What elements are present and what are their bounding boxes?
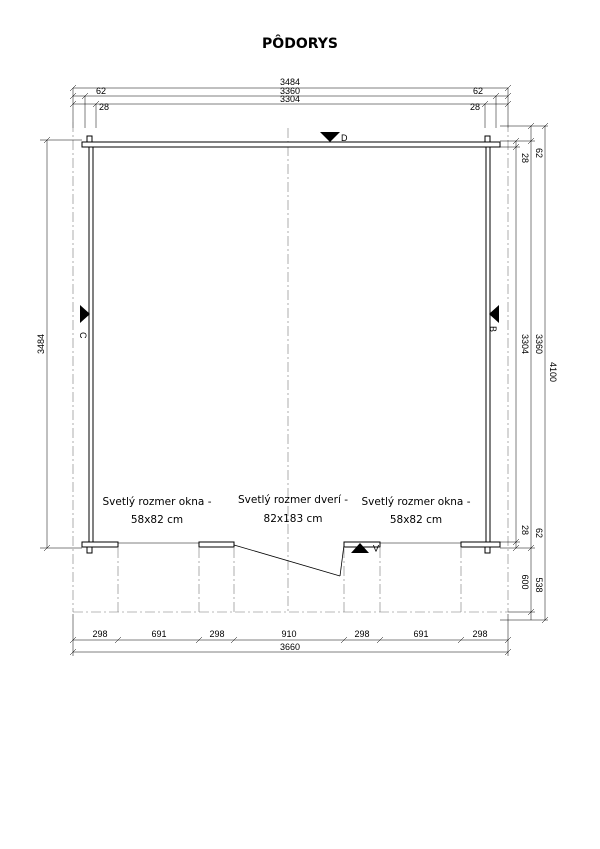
dim-bottom-segment: 910 <box>281 629 297 639</box>
page-title: PÔDORYS <box>262 36 338 52</box>
section-marker-c <box>78 305 90 339</box>
window-right-label: Svetlý rozmer okna - <box>361 496 471 508</box>
dim-top-inner: 3304 <box>279 94 301 104</box>
dim-bottom-segment: 691 <box>413 629 429 639</box>
door-swing <box>234 545 344 576</box>
dim-right-top-28: 28 <box>520 152 530 164</box>
dim-terrace-600: 600 <box>520 574 530 590</box>
dim-bottom-total: 3660 <box>279 642 301 652</box>
window-left-size: 58x82 cm <box>130 514 184 526</box>
dim-bottom-segment: 298 <box>354 629 370 639</box>
dim-terrace-538: 538 <box>534 577 544 593</box>
dim-right-bottom-62: 62 <box>534 527 544 539</box>
wall-left <box>89 147 93 543</box>
wall-right <box>486 147 490 543</box>
wall-top <box>82 142 500 147</box>
dim-bottom-segment: 298 <box>472 629 488 639</box>
svg-text:B: B <box>488 326 498 333</box>
window-left-label: Svetlý rozmer okna - <box>102 496 212 508</box>
dim-bottom-segment: 298 <box>209 629 225 639</box>
dim-right-bottom-28: 28 <box>520 524 530 536</box>
svg-text:C: C <box>78 332 88 339</box>
dim-bottom-segment: 298 <box>92 629 108 639</box>
dim-right-inner: 3304 <box>520 333 530 355</box>
door-size: 82x183 cm <box>263 513 323 525</box>
window-right-size: 58x82 cm <box>389 514 443 526</box>
right-dimension-lines <box>500 123 548 623</box>
dim-top-left-wall: 28 <box>98 102 110 112</box>
dim-top-mid: 3360 <box>279 86 301 96</box>
dim-top-total: 3484 <box>279 77 301 87</box>
dim-right-total: 4100 <box>548 361 558 383</box>
dim-top-right-wall: 28 <box>469 102 481 112</box>
dim-left-height: 3484 <box>36 333 46 355</box>
door-label: Svetlý rozmer dverí - <box>238 494 348 506</box>
dim-top-right-offset: 62 <box>472 86 484 96</box>
left-dimension-line <box>40 137 82 551</box>
dim-top-left-offset: 62 <box>95 86 107 96</box>
svg-text:D: D <box>341 133 348 143</box>
dim-bottom-segment: 691 <box>151 629 167 639</box>
dim-right-mid: 3360 <box>534 333 544 355</box>
construction-lines <box>73 122 508 612</box>
section-marker-d <box>320 132 348 143</box>
walls <box>82 136 500 553</box>
dim-right-top-62: 62 <box>534 147 544 159</box>
svg-text:A: A <box>372 543 379 553</box>
